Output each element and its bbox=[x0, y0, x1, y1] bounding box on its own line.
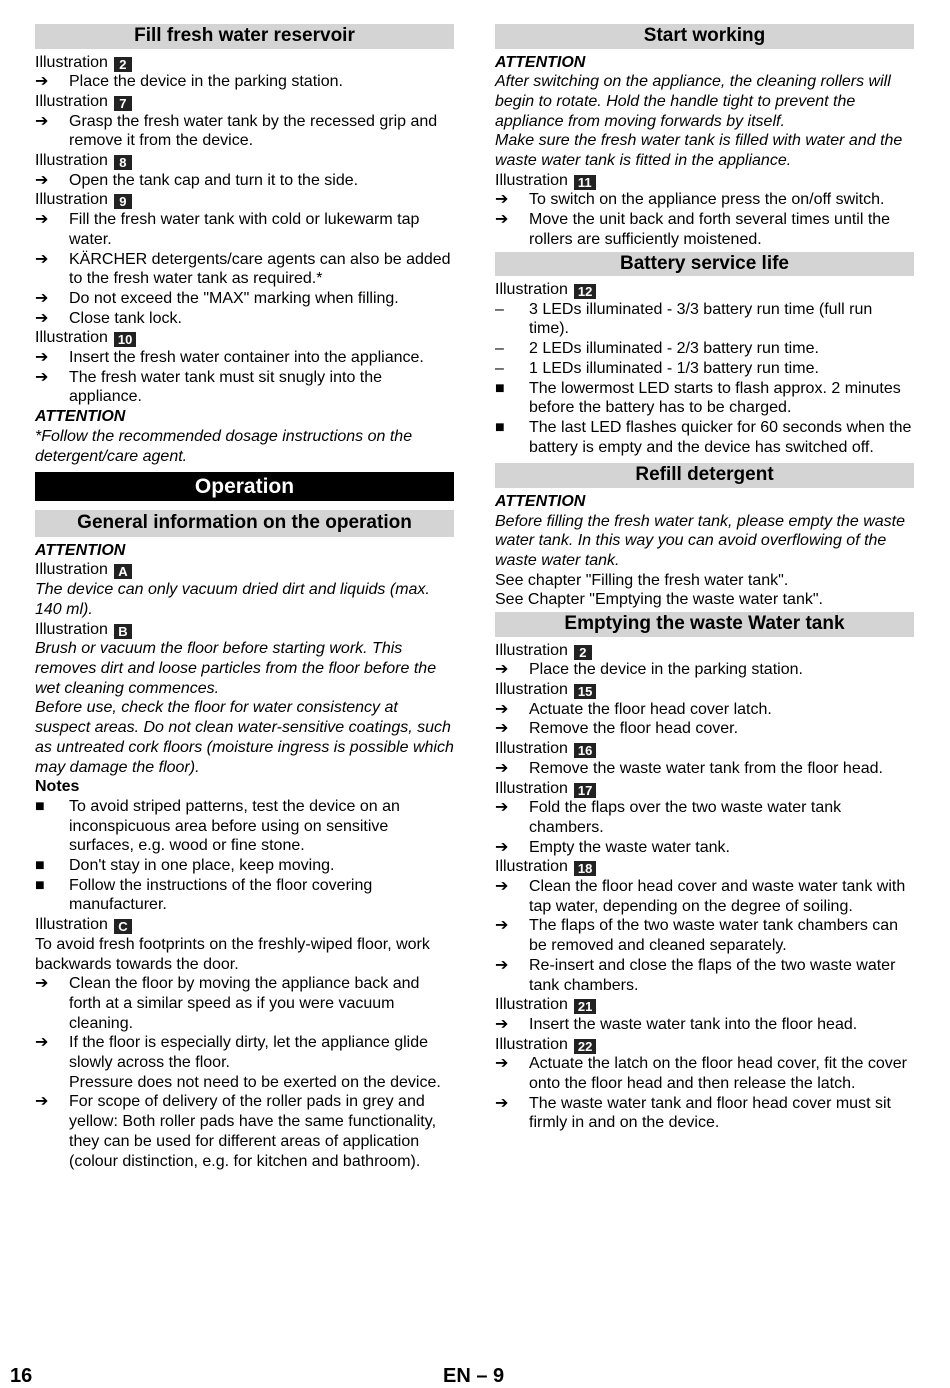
step-item bbox=[35, 1033, 454, 1072]
arrow-icon: ➔ bbox=[495, 799, 509, 817]
arrow-icon: ➔ bbox=[495, 700, 509, 718]
illustration-badge: 9 bbox=[114, 194, 132, 209]
step-item bbox=[35, 309, 454, 329]
arrow-icon: ➔ bbox=[495, 191, 509, 209]
illustration-badge: 7 bbox=[114, 96, 132, 111]
arrow-icon: ➔ bbox=[35, 171, 49, 189]
arrow-icon: ➔ bbox=[495, 838, 509, 856]
illustration-label: Illustration bbox=[495, 996, 568, 1014]
step-item bbox=[35, 250, 454, 289]
illustration-ref bbox=[35, 560, 454, 580]
arrow-icon: ➔ bbox=[495, 211, 509, 229]
illustration-ref bbox=[495, 641, 914, 661]
step-text: If the floor is especially dirty, let the appliance glide slowly across the floor. bbox=[69, 1034, 429, 1072]
step-item bbox=[35, 171, 454, 191]
square-bullet-icon: ■ bbox=[35, 876, 45, 894]
step-text: Insert the fresh water container into the appliance. bbox=[69, 349, 424, 367]
illustration-badge: 2 bbox=[574, 645, 592, 660]
arrow-icon: ➔ bbox=[35, 1093, 49, 1111]
list-text: 1 LEDs illuminated - 1/3 battery run time. bbox=[529, 359, 819, 377]
list-text: 2 LEDs illuminated - 2/3 battery run time. bbox=[529, 340, 819, 358]
illustration-label: Illustration bbox=[495, 1035, 568, 1053]
step-text: To switch on the appliance press the on/off switch. bbox=[529, 191, 885, 209]
step-text: The fresh water tank must sit snugly into the appliance. bbox=[69, 368, 383, 406]
step-item bbox=[495, 660, 914, 680]
step-text: KÄRCHER detergents/care agents can also be added to the fresh water tank as required.* bbox=[69, 250, 451, 288]
square-bullet-icon: ■ bbox=[35, 857, 45, 875]
illustration-label: Illustration bbox=[35, 92, 108, 110]
step-text: Actuate the floor head cover latch. bbox=[529, 700, 772, 718]
illustration-b-text-2: Before use, check the floor for water consistency at suspect areas. Do not clean water-sensitive coatings, such as untreated cork floors (moisture ingress is possible which may damage the floor). bbox=[35, 699, 454, 776]
attention-label: ATTENTION bbox=[495, 53, 586, 71]
illustration-ref bbox=[35, 328, 454, 348]
step-item bbox=[495, 1015, 914, 1035]
arrow-icon: ➔ bbox=[35, 309, 49, 327]
arrow-icon: ➔ bbox=[35, 211, 49, 229]
note-text: Don't stay in one place, keep moving. bbox=[69, 857, 335, 875]
heading-refill-detergent: Refill detergent bbox=[495, 463, 914, 488]
step-text: Empty the waste water tank. bbox=[529, 838, 730, 856]
illustration-label: Illustration bbox=[35, 620, 108, 638]
arrow-icon: ➔ bbox=[35, 975, 49, 993]
step-text: Move the unit back and forth several times until the rollers are sufficiently moistened. bbox=[529, 211, 891, 248]
attention-text: *Follow the recommended dosage instructions on the detergent/care agent. bbox=[35, 427, 413, 465]
step-text: Clean the floor by moving the appliance back and forth at a similar speed as if you were vacuum cleaning. bbox=[69, 975, 420, 1032]
illustration-ref bbox=[35, 190, 454, 210]
illustration-badge: 12 bbox=[574, 284, 596, 299]
illustration-ref bbox=[495, 280, 914, 300]
step-text: Insert the waste water tank into the floor head. bbox=[529, 1015, 858, 1033]
illustration-badge: 17 bbox=[574, 783, 596, 798]
illustration-ref bbox=[35, 53, 454, 73]
illustration-label: Illustration bbox=[495, 281, 568, 299]
illustration-a-text: The device can only vacuum dried dirt and liquids (max. 140 ml). bbox=[35, 581, 430, 618]
left-column bbox=[35, 22, 454, 1171]
dash-icon: – bbox=[495, 300, 504, 318]
illustration-badge: 16 bbox=[574, 743, 596, 758]
list-text: The lowermost LED starts to flash approx. 2 minutes before the battery has to be charged. bbox=[529, 379, 901, 417]
arrow-icon: ➔ bbox=[495, 1094, 509, 1112]
note-text: Follow the instructions of the floor covering manufacturer. bbox=[69, 876, 373, 914]
heading-general-information: General information on the operation bbox=[35, 510, 454, 537]
illustration-ref bbox=[495, 680, 914, 700]
illustration-label: Illustration bbox=[35, 191, 108, 209]
list-item bbox=[495, 359, 914, 379]
step-text: Re-insert and close the flaps of the two waste water tank chambers. bbox=[529, 956, 896, 994]
heading-emptying-waste-water-tank: Emptying the waste Water tank bbox=[495, 612, 914, 637]
attention-text: Before filling the fresh water tank, please empty the waste water tank. In this way you can avoid overflowing of the waste water tank. bbox=[495, 512, 905, 569]
arrow-icon: ➔ bbox=[35, 289, 49, 307]
heading-start-working: Start working bbox=[495, 24, 914, 49]
step-item bbox=[35, 72, 454, 92]
illustration-b-text: Brush or vacuum the floor before starting work. This removes dirt and loose particles from the floor before the wet cleaning commences. bbox=[35, 640, 437, 697]
attention-text: After switching on the appliance, the cleaning rollers will begin to rotate. Hold the handle tight to prevent the appliance from moving forwards by itself. bbox=[495, 73, 891, 130]
step-continuation: Pressure does not need to be exerted on the device. bbox=[69, 1073, 441, 1091]
note-item bbox=[35, 876, 454, 915]
page-number: 16 bbox=[10, 1365, 33, 1387]
arrow-icon: ➔ bbox=[495, 878, 509, 896]
dash-icon: – bbox=[495, 359, 504, 377]
list-item bbox=[495, 418, 914, 457]
arrow-icon: ➔ bbox=[495, 720, 509, 738]
arrow-icon: ➔ bbox=[495, 917, 509, 935]
step-text: Close tank lock. bbox=[69, 309, 182, 327]
arrow-icon: ➔ bbox=[495, 1015, 509, 1033]
step-item bbox=[35, 112, 454, 151]
step-text: Clean the floor head cover and waste water tank with tap water, depending on the degree of soiling. bbox=[529, 878, 906, 915]
illustration-ref bbox=[495, 739, 914, 759]
square-bullet-icon: ■ bbox=[35, 797, 45, 815]
step-item bbox=[495, 838, 914, 858]
illustration-ref bbox=[35, 92, 454, 112]
illustration-label: Illustration bbox=[35, 916, 108, 934]
note-item bbox=[35, 856, 454, 876]
illustration-badge: 18 bbox=[574, 861, 596, 876]
step-item bbox=[495, 877, 914, 916]
illustration-badge: 21 bbox=[574, 999, 596, 1014]
illustration-badge: 10 bbox=[114, 332, 136, 347]
note-text: To avoid striped patterns, test the device on an inconspicuous area before using on sensitive surfaces, e.g. wood or fine stone. bbox=[69, 797, 400, 855]
square-bullet-icon: ■ bbox=[495, 418, 505, 436]
illustration-label: Illustration bbox=[495, 858, 568, 876]
illustration-label: Illustration bbox=[495, 740, 568, 758]
dash-icon: – bbox=[495, 340, 504, 358]
step-item bbox=[495, 210, 914, 249]
illustration-badge: C bbox=[114, 919, 132, 934]
illustration-ref bbox=[495, 857, 914, 877]
illustration-ref bbox=[35, 620, 454, 640]
attention-text-2: Make sure the fresh water tank is filled with water and the waste water tank is fitted in the appliance. bbox=[495, 132, 903, 170]
illustration-badge: B bbox=[114, 624, 132, 639]
illustration-label: Illustration bbox=[495, 171, 568, 189]
step-item bbox=[35, 348, 454, 368]
attention-label: ATTENTION bbox=[35, 541, 126, 559]
illustration-badge: 2 bbox=[114, 57, 132, 72]
step-item bbox=[35, 289, 454, 309]
step-text: Remove the floor head cover. bbox=[529, 720, 739, 738]
attention-label: ATTENTION bbox=[495, 492, 586, 510]
illustration-ref bbox=[495, 995, 914, 1015]
list-item bbox=[495, 339, 914, 359]
illustration-label: Illustration bbox=[35, 152, 108, 170]
illustration-label: Illustration bbox=[35, 329, 108, 347]
step-item bbox=[35, 210, 454, 249]
illustration-badge: 11 bbox=[574, 175, 596, 190]
arrow-icon: ➔ bbox=[495, 661, 509, 679]
arrow-icon: ➔ bbox=[35, 1034, 49, 1052]
heading-fill-fresh-water: Fill fresh water reservoir bbox=[35, 24, 454, 49]
step-item bbox=[495, 759, 914, 779]
list-item bbox=[495, 379, 914, 418]
step-item bbox=[495, 916, 914, 955]
step-text: Do not exceed the "MAX" marking when filling. bbox=[69, 289, 399, 307]
step-item bbox=[495, 190, 914, 210]
step-item bbox=[495, 1054, 914, 1093]
step-text: Open the tank cap and turn it to the side. bbox=[69, 171, 359, 189]
illustration-badge: A bbox=[114, 564, 132, 579]
step-text: Place the device in the parking station. bbox=[529, 661, 803, 679]
arrow-icon: ➔ bbox=[495, 1055, 509, 1073]
heading-operation: Operation bbox=[35, 472, 454, 501]
note-item bbox=[35, 797, 454, 856]
arrow-icon: ➔ bbox=[35, 73, 49, 91]
right-column bbox=[495, 22, 914, 1133]
illustration-ref bbox=[35, 151, 454, 171]
arrow-icon: ➔ bbox=[35, 368, 49, 386]
step-text: Fold the flaps over the two waste water tank chambers. bbox=[529, 799, 842, 836]
step-text: Remove the waste water tank from the floor head. bbox=[529, 759, 883, 777]
arrow-icon: ➔ bbox=[35, 349, 49, 367]
illustration-ref bbox=[495, 1035, 914, 1055]
step-text: For scope of delivery of the roller pads in grey and yellow: Both roller pads have the same functionality, they can be used for different areas of application (colour distinction, e.g. for kitchen and bathroom). bbox=[69, 1093, 437, 1170]
arrow-icon: ➔ bbox=[495, 759, 509, 777]
step-text: The waste water tank and floor head cover must sit firmly in and on the device. bbox=[529, 1094, 891, 1132]
step-text: Fill the fresh water tank with cold or lukewarm tap water. bbox=[69, 211, 420, 248]
step-text: Place the device in the parking station. bbox=[69, 73, 343, 91]
illustration-label: Illustration bbox=[35, 53, 108, 71]
list-text: The last LED flashes quicker for 60 seconds when the battery is empty and the device has switched off. bbox=[529, 418, 912, 456]
step-item bbox=[495, 798, 914, 837]
illustration-label: Illustration bbox=[495, 779, 568, 797]
step-item bbox=[495, 719, 914, 739]
step-item bbox=[495, 700, 914, 720]
step-text: Grasp the fresh water tank by the recessed grip and remove it from the device. bbox=[69, 112, 438, 150]
list-item bbox=[495, 300, 914, 339]
illustration-badge: 8 bbox=[114, 155, 132, 170]
illustration-c-text: To avoid fresh footprints on the freshly-wiped floor, work backwards towards the door. bbox=[35, 935, 430, 973]
list-text: 3 LEDs illuminated - 3/3 battery run time (full run time). bbox=[529, 300, 873, 338]
notes-label: Notes bbox=[35, 778, 80, 796]
step-text: Actuate the latch on the floor head cover, fit the cover onto the floor head and then release the latch. bbox=[529, 1055, 908, 1093]
arrow-icon: ➔ bbox=[35, 112, 49, 130]
step-item bbox=[35, 974, 454, 1033]
arrow-icon: ➔ bbox=[35, 250, 49, 268]
square-bullet-icon: ■ bbox=[495, 379, 505, 397]
footer-section-label: EN – 9 bbox=[443, 1365, 505, 1387]
illustration-label: Illustration bbox=[495, 680, 568, 698]
step-item bbox=[35, 1092, 454, 1171]
see-chapter-link: See chapter "Filling the fresh water tank". bbox=[495, 571, 789, 589]
arrow-icon: ➔ bbox=[495, 956, 509, 974]
illustration-ref bbox=[495, 171, 914, 191]
step-item bbox=[35, 368, 454, 407]
step-item bbox=[495, 956, 914, 995]
illustration-badge: 22 bbox=[574, 1039, 596, 1054]
illustration-ref bbox=[495, 779, 914, 799]
illustration-label: Illustration bbox=[495, 641, 568, 659]
illustration-ref bbox=[35, 915, 454, 935]
heading-battery-service-life: Battery service life bbox=[495, 252, 914, 277]
attention-label: ATTENTION bbox=[35, 408, 126, 426]
see-chapter-link: See Chapter "Emptying the waste water tank". bbox=[495, 591, 823, 609]
step-text: The flaps of the two waste water tank chambers can be removed and cleaned separately. bbox=[529, 917, 899, 955]
step-item bbox=[495, 1094, 914, 1133]
illustration-label: Illustration bbox=[35, 561, 108, 579]
illustration-badge: 15 bbox=[574, 684, 596, 699]
